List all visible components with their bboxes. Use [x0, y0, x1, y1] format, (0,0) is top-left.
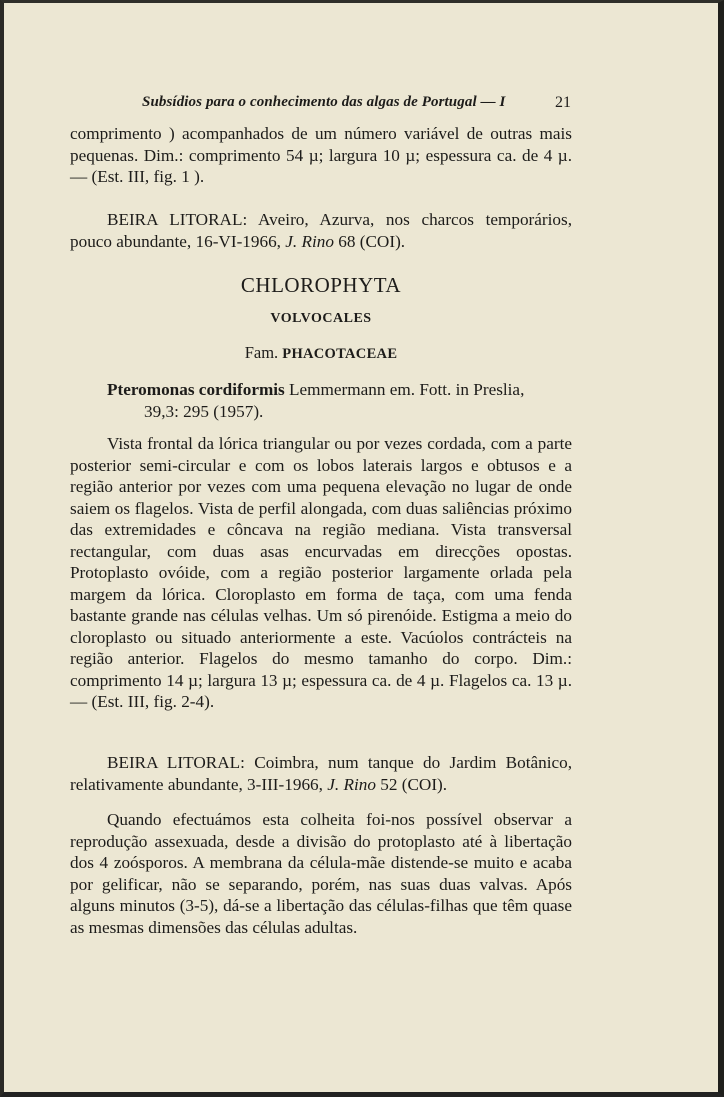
species-authority: Lemmermann em. Fott. in Preslia,	[284, 380, 525, 399]
locality-label: BEIRA LITORAL	[107, 753, 241, 772]
record-end: ).	[437, 774, 448, 794]
family-prefix: Fam.	[244, 343, 279, 362]
locality-text: : Coimbra, num tanque do Jardim Botânico, relativamente abundante, 3-III-1966,	[70, 753, 572, 794]
locality-label: BEIRA LITORAL	[107, 210, 243, 229]
page-number: 21	[555, 94, 571, 111]
locality-record-coimbra	[70, 752, 572, 795]
herbarium-code: COI	[407, 774, 438, 794]
order-heading: VOLVOCALES	[270, 311, 372, 326]
family-heading	[70, 343, 572, 363]
record-end: ).	[395, 231, 406, 251]
species-name: Pteromonas cordiformis	[107, 380, 285, 399]
running-title: Subsídios para o conhecimento das algas de Portugal — I	[142, 94, 506, 110]
collection-number: 52 (	[375, 774, 408, 794]
phylum-heading: CHLOROPHYTA	[240, 273, 402, 297]
continuation-paragraph: comprimento ) acompanhados de um número variável de outras mais pequenas. Dim.: comprimento 54 µ; largura 10 µ; espessura ca. de 4 µ. — (Est. III, fig. 1 ).	[70, 124, 572, 186]
collector-name: J. Rino	[327, 774, 376, 794]
species-description: Vista frontal da lórica triangular ou por vezes cordada, com a parte posterior semi-circular e com os lobos laterais largos e obtusos e a região anterior por vezes com uma pequena elevação no lugar de onde saiem os flagelos. Vista de perfil alongada, com duas saliências próximo das extremidades e côncava na região mediana. Vista transversal rectangular, com duas asas encurvadas em direcções opostas. Protoplasto ovóide, com a região posterior largamente orlada pela margem da lórica. Cloroplasto em forma de taça, com uma fenda bastante grande nas células velhas. Um só pirenóide. Estigma a meio do cloroplasto ou situado anteriormente a este. Vacúolos contrácteis na região anterior. Flagelos do mesmo tamanho do corpo. Dim.: comprimento 14 µ; largura 13 µ; espessura ca. de 4 µ. Flagelos ca. 13 µ. — (Est. III, fig. 2-4).	[70, 434, 572, 711]
herbarium-code: COI	[365, 231, 396, 251]
collector-name: J. Rino	[285, 231, 334, 251]
family-name: PHACOTACEAE	[282, 346, 398, 362]
observation-paragraph: Quando efectuámos esta colheita foi-nos possível observar a reprodução assexuada, desde a divisão do protoplasto até à libertação dos 4 zoósporos. A membrana da célula-mãe distende-se muito e acaba por gelificar, não se separando, porém, nas suas duas valvas. Após alguns minutos (3-5), dá-se a libertação das células-filhas que têm quase as mesmas dimensões das células adultas.	[70, 810, 572, 937]
species-citation: 39,3: 295 (1957).	[144, 401, 264, 421]
collection-number: 68 (	[333, 231, 366, 251]
locality-text: : Aveiro, Azurva, nos charcos temporários, pouco abundante, 16-VI-1966,	[70, 210, 572, 251]
locality-record-aveiro	[70, 209, 572, 252]
species-entry	[70, 379, 609, 422]
